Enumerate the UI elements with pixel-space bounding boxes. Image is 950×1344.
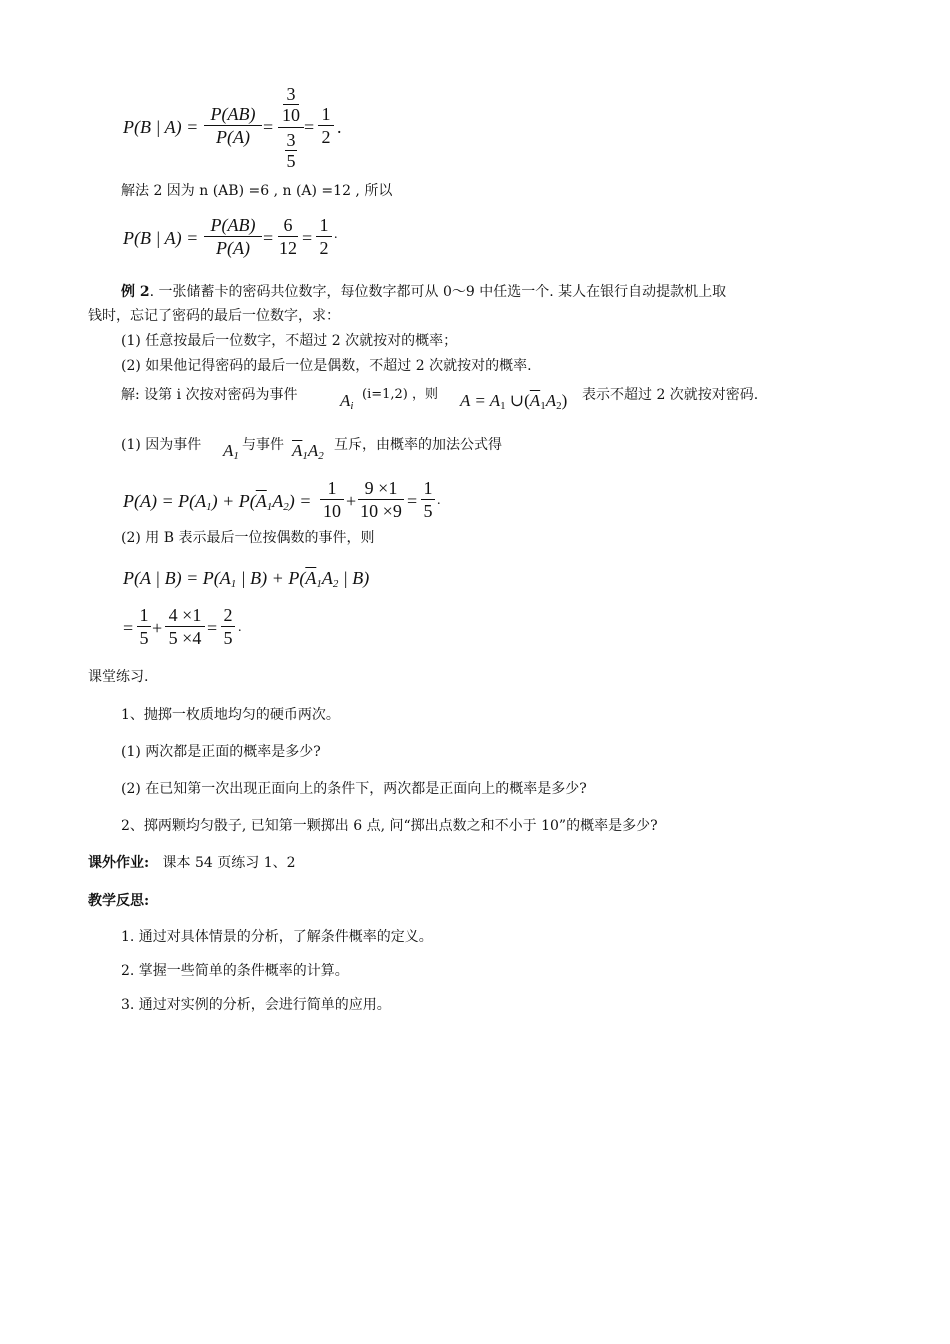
reflection-item-1: 1. 通过对具体情景的分析，了解条件概率的定义。 — [121, 929, 433, 945]
formula3-frac-b — [358, 477, 404, 522]
formula1-eq: = — [263, 117, 274, 137]
formula1-numerator: P(AB) — [210, 104, 256, 124]
formula2-lhs: P(B | A) = — [123, 228, 199, 248]
formula4-mid: | B) + P( — [236, 568, 306, 588]
solution-formula-union: ∪( — [509, 391, 530, 410]
example2-q2: (2) 如果他记得密码的最后一位是偶数，不超过 2 次就按对的概率. — [121, 358, 532, 374]
solution-event — [340, 390, 353, 417]
formula3-lhs: $P(A) = P(A_1) + P(\overline{A}_1A_2)$ = — [123, 491, 312, 513]
part1-event-a1: $A_1$ — [223, 441, 239, 462]
practice-heading: 课堂练习. — [88, 669, 149, 685]
formula4: P(A | $B) = P(A_1$ | $B) + P(\overline{A}_1A_2$ | B) — [123, 568, 370, 590]
formula1-denominator: P(A) — [216, 127, 250, 147]
formula2-mid-den: 12 — [279, 238, 297, 258]
f3-a-den: 10 — [323, 501, 341, 521]
homework-label: 课外作业: — [88, 855, 150, 871]
formula1-eq2: = — [304, 117, 315, 137]
formula5-frac-b — [165, 604, 205, 649]
example2-label: 例 2 — [121, 284, 150, 300]
practice-item1-q1: (1) 两次都是正面的概率是多少? — [121, 744, 321, 760]
formula3-mid: ) + P( — [211, 491, 256, 511]
solution-range: (i=1,2) ，则 — [362, 387, 439, 402]
formula3-lhs-text: P(A) = P(A — [123, 491, 207, 511]
formula2-mid — [278, 214, 298, 259]
formula4-start: P(A | B) = P(A — [123, 568, 231, 588]
formula3-eq-text: ) = — [288, 491, 312, 511]
example2-line1 — [121, 282, 726, 302]
part1-event-a1a2: $\overline{A}_1A_2$ — [292, 441, 324, 462]
reflection-item-2: 2. 掌握一些简单的条件概率的计算。 — [121, 963, 349, 979]
solution-event-letter: A — [340, 391, 351, 410]
formula2-end: . — [334, 227, 338, 242]
solution-event-sub: i — [350, 400, 354, 412]
f5-r-num: 2 — [223, 605, 233, 625]
formula2-mid-num: 6 — [283, 215, 293, 235]
f5-r-den: 5 — [223, 628, 233, 648]
formula2-result-num: 1 — [319, 215, 329, 235]
solution-prefix: 解: 设第 i 次按对密码为事件 — [121, 387, 298, 403]
practice-item1: 1、抛掷一枚质地均匀的硬币两次。 — [121, 707, 340, 723]
reflection-label: 教学反思: — [88, 893, 150, 909]
formula3-plus: + — [346, 491, 357, 511]
formula2-result-den: 2 — [319, 238, 329, 258]
part1-mid: 与事件 — [242, 437, 284, 453]
formula5-result — [221, 604, 235, 649]
f5-b-num: 4 ×1 — [168, 605, 202, 625]
f3-b-num: 9 ×1 — [364, 478, 398, 498]
practice-item1-q2: (2) 在已知第一次出现正面向上的条件下，两次都是正面向上的概率是多少? — [121, 781, 587, 797]
formula4-end: | B) — [338, 568, 370, 588]
formula1-fraction — [204, 103, 262, 148]
part2-text: (2) 用 B 表示最后一位按偶数的事件，则 — [121, 530, 375, 546]
formula5-frac-a — [137, 604, 151, 649]
formula2-denominator: P(A) — [216, 238, 250, 258]
formula3-result — [421, 477, 435, 522]
nested-bot-den: 5 — [286, 151, 296, 171]
formula1-result-den: 2 — [321, 127, 331, 147]
example2-line2: 钱时，忘记了密码的最后一位数字，求： — [88, 308, 340, 324]
formula3-frac-a — [320, 477, 344, 522]
formula5-eq2: = — [207, 618, 218, 638]
formula3-eq: = — [407, 491, 418, 511]
formula5-plus: + — [152, 618, 163, 638]
formula1-nested-fraction — [278, 84, 304, 171]
solution-suffix: 表示不超过 2 次就按对密码. — [582, 387, 759, 403]
f5-b-den: 5 ×4 — [168, 628, 202, 648]
f3-a-num: 1 — [327, 478, 337, 498]
formula1-result-num: 1 — [321, 104, 331, 124]
example2-q1: (1) 任意按最后一位数字，不超过 2 次就按对的概率； — [121, 333, 458, 349]
formula2-result — [316, 214, 332, 259]
formula1-result — [318, 103, 334, 148]
part1-prefix: (1) 因为事件 — [121, 437, 202, 453]
f5-a-num: 1 — [139, 605, 149, 625]
formula5-eq: = — [123, 618, 134, 638]
formula2-fraction — [204, 214, 262, 259]
solution-formula: $A = A_1$ $\cup(\overline{A}_1A_2)$ — [460, 391, 568, 412]
f5-a-den: 5 — [139, 628, 149, 648]
part1-suffix: 互斥，由概率的加法公式得 — [334, 437, 502, 453]
formula5-end: . — [238, 620, 242, 635]
f3-r-num: 1 — [423, 478, 433, 498]
formula3-end: . — [437, 493, 441, 508]
solution-formula-a: A = A — [460, 391, 501, 410]
practice-item2: 2、掷两颗均匀骰子, 已知第一颗掷出 6 点, 问“掷出点数之和不小于 10”的概率是多少? — [121, 818, 658, 834]
formula2-eq: = — [263, 228, 274, 248]
method2-line: 解法 2 因为 n (AB) =6 , n (A) =12 , 所以 — [121, 183, 393, 199]
f3-b-den: 10 ×9 — [360, 501, 402, 521]
nested-top-num: 3 — [286, 84, 296, 104]
homework-line — [88, 853, 296, 873]
reflection-item-3: 3. 通过对实例的分析，会进行简单的应用。 — [121, 997, 391, 1013]
formula1-end: . — [337, 117, 342, 137]
nested-bot-num: 3 — [286, 130, 296, 150]
formula2-numerator: P(AB) — [210, 215, 256, 235]
f3-r-den: 5 — [423, 501, 433, 521]
homework-text: 课本 54 页练习 1、2 — [162, 855, 296, 871]
formula2-eq2: = — [302, 228, 313, 248]
formula1-lhs: P(B | A) = — [123, 117, 199, 137]
example2-text-line1: . 一张储蓄卡的密码共位数字，每位数字都可从 0～9 中任选一个. 某人在银行自动提款机上取 — [149, 284, 727, 300]
nested-top-den: 10 — [282, 105, 300, 125]
